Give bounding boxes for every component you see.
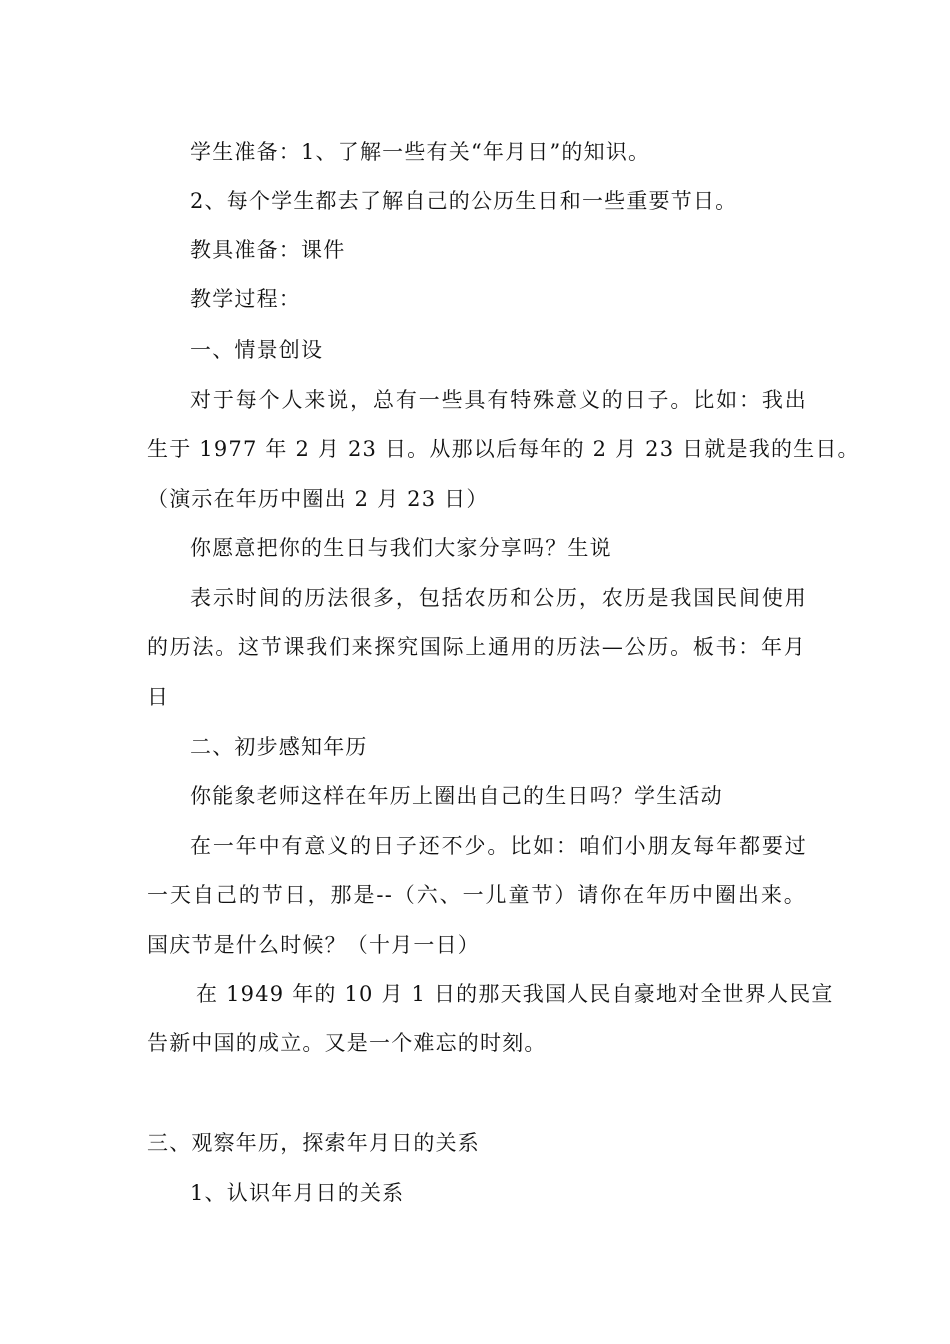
text-line: 在 1949 年的 10 月 1 日的那天我国人民自豪地对全世界人民宣 bbox=[196, 982, 834, 1006]
text-line: 日 bbox=[147, 685, 170, 709]
section-heading: 三、观察年历，探索年月日的关系 bbox=[147, 1131, 480, 1155]
subsection-heading: 1、认识年月日的关系 bbox=[190, 1181, 405, 1205]
text-line: 2、每个学生都去了解自己的公历生日和一些重要节日。 bbox=[190, 189, 738, 213]
section-heading: 一、情景创设 bbox=[190, 338, 324, 362]
text-line: 教学过程： bbox=[190, 287, 301, 311]
text-line: 的历法。这节课我们来探究国际上通用的历法—公历。板书：年月 bbox=[147, 635, 806, 659]
section-heading: 二、初步感知年历 bbox=[190, 735, 368, 759]
text-line: 一天自己的节日，那是--（六、一儿童节）请你在年历中圈出来。 bbox=[147, 883, 806, 907]
text-line: 教具准备：课件 bbox=[190, 238, 346, 262]
text-line: 对于每个人来说，总有一些具有特殊意义的日子。比如：我出 bbox=[190, 388, 807, 412]
text-line: 你能象老师这样在年历上圈出自己的生日吗？学生活动 bbox=[190, 784, 723, 808]
text-line: 生于 1977 年 2 月 23 日。从那以后每年的 2 月 23 日就是我的生日。 bbox=[147, 437, 860, 461]
text-line: （演示在年历中圈出 2 月 23 日） bbox=[147, 487, 489, 511]
text-line: 表示时间的历法很多，包括农历和公历，农历是我国民间使用 bbox=[190, 586, 807, 610]
text-line: 告新中国的成立。又是一个难忘的时刻。 bbox=[147, 1031, 547, 1055]
text-line: 你愿意把你的生日与我们大家分享吗？生说 bbox=[190, 536, 612, 560]
text-line: 国庆节是什么时候？（十月一日） bbox=[147, 933, 480, 957]
text-line: 学生准备：1、了解一些有关“年月日”的知识。 bbox=[190, 140, 651, 164]
text-line: 在一年中有意义的日子还不少。比如：咱们小朋友每年都要过 bbox=[190, 834, 807, 858]
